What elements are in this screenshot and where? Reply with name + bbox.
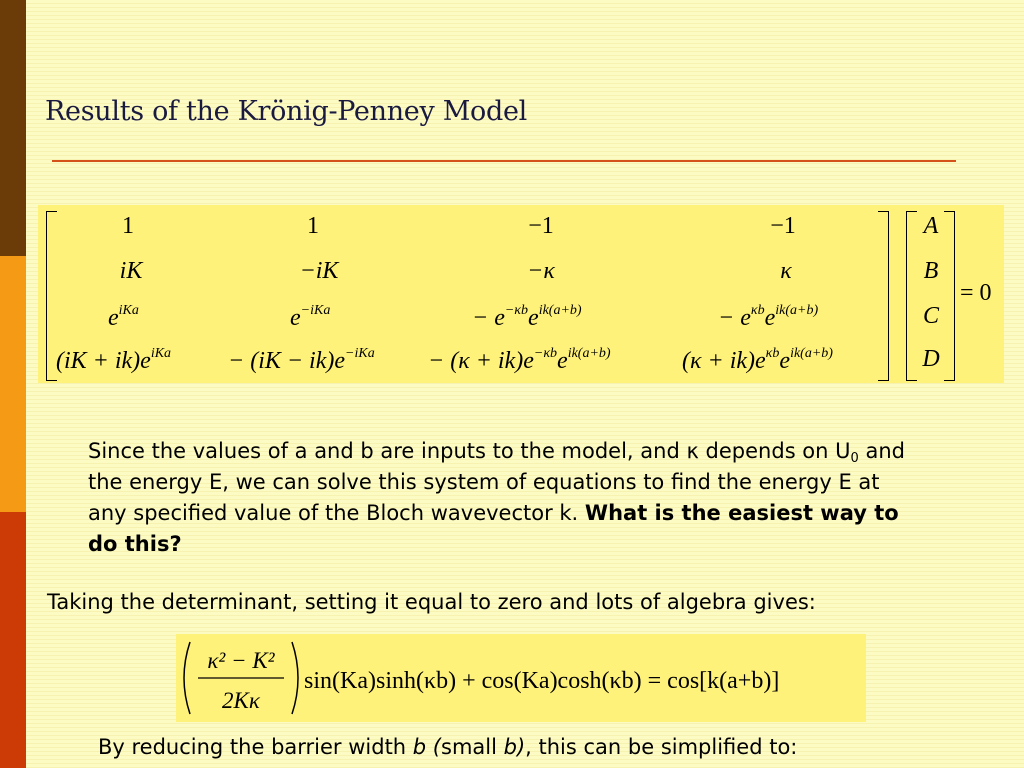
matrix-cell: κ bbox=[780, 258, 792, 284]
vector-entry: B bbox=[923, 258, 939, 284]
reduction-italic: b) bbox=[503, 735, 526, 759]
kappa-symbol: κ bbox=[686, 439, 699, 463]
matrix-cell: − $(iK - ik)e^{-iKa}$ bbox=[228, 346, 375, 374]
matrix-cell: −1 bbox=[528, 213, 554, 239]
matrix-cell: − $e^{\kappa b}e^{ik(a+b)}$ bbox=[718, 303, 819, 331]
side-strip-bottom bbox=[0, 512, 26, 768]
matrix-cell: 1 bbox=[307, 213, 319, 239]
title-underline bbox=[52, 160, 956, 162]
reduction-text bbox=[98, 735, 797, 759]
equation-rest: sin(Ka)sinh(κb) + cos(Ka)cosh(κb) = cos[k(a+b)] bbox=[304, 668, 780, 694]
reduction-part: small bbox=[441, 735, 504, 759]
vector-entry: A bbox=[923, 213, 939, 239]
result-equation bbox=[176, 634, 866, 722]
para-text: Since the values of a and b are inputs to the model, and bbox=[88, 439, 687, 463]
matrix-cell: −iK bbox=[299, 258, 339, 284]
matrix-cell: − $(\kappa + ik)e^{-\kappa b}e^{ik(a+b)}$ bbox=[428, 346, 611, 374]
side-strip-top bbox=[0, 0, 26, 256]
matrix-cell: $(\kappa + ik)e^{\kappa b}e^{ik(a+b)}$ bbox=[682, 346, 833, 374]
fraction-numerator: κ² − K² bbox=[207, 648, 275, 673]
matrix-cell: iK bbox=[119, 258, 143, 284]
matrix-equation bbox=[38, 205, 1004, 383]
vector-entry: D bbox=[922, 346, 940, 372]
explanation-paragraph bbox=[88, 436, 908, 560]
matrix-cell: −κ bbox=[527, 258, 555, 284]
slide-title: Results of the Krönig-Penney Model bbox=[45, 96, 527, 127]
matrix-cell: 1 bbox=[122, 213, 134, 239]
determinant-text: Taking the determinant, setting it equal to zero and lots of algebra gives: bbox=[47, 590, 816, 614]
matrix-cell: − $e^{-\kappa b}e^{ik(a+b)}$ bbox=[472, 303, 582, 331]
fraction-denominator: 2Kκ bbox=[222, 688, 260, 713]
para-text: depends on U bbox=[698, 439, 851, 463]
reduction-italic: b ( bbox=[412, 735, 441, 759]
equals-zero: = 0 bbox=[960, 280, 992, 306]
matrix-cell: $e^{-iKa}$ bbox=[290, 303, 331, 331]
side-strip-middle bbox=[0, 256, 26, 512]
reduction-part: By reducing the barrier width bbox=[98, 735, 413, 759]
subscript: 0 bbox=[850, 451, 859, 466]
matrix-cell: $e^{iKa}$ bbox=[108, 303, 139, 331]
question-text: What is the easiest way to do this? bbox=[88, 501, 899, 556]
matrix-right-bracket bbox=[878, 211, 889, 381]
para-text: and the energy E, we can solve this system of equations to find the energy E at any specified value of the Bloch wavevector k. bbox=[88, 439, 905, 525]
vector-entry: C bbox=[922, 303, 939, 329]
reduction-part: , this can be simplified to: bbox=[525, 735, 798, 759]
matrix-cell: $(iK + ik)e^{iKa}$ bbox=[56, 346, 172, 374]
matrix-cell: −1 bbox=[770, 213, 796, 239]
result-equation-svg bbox=[176, 634, 866, 722]
